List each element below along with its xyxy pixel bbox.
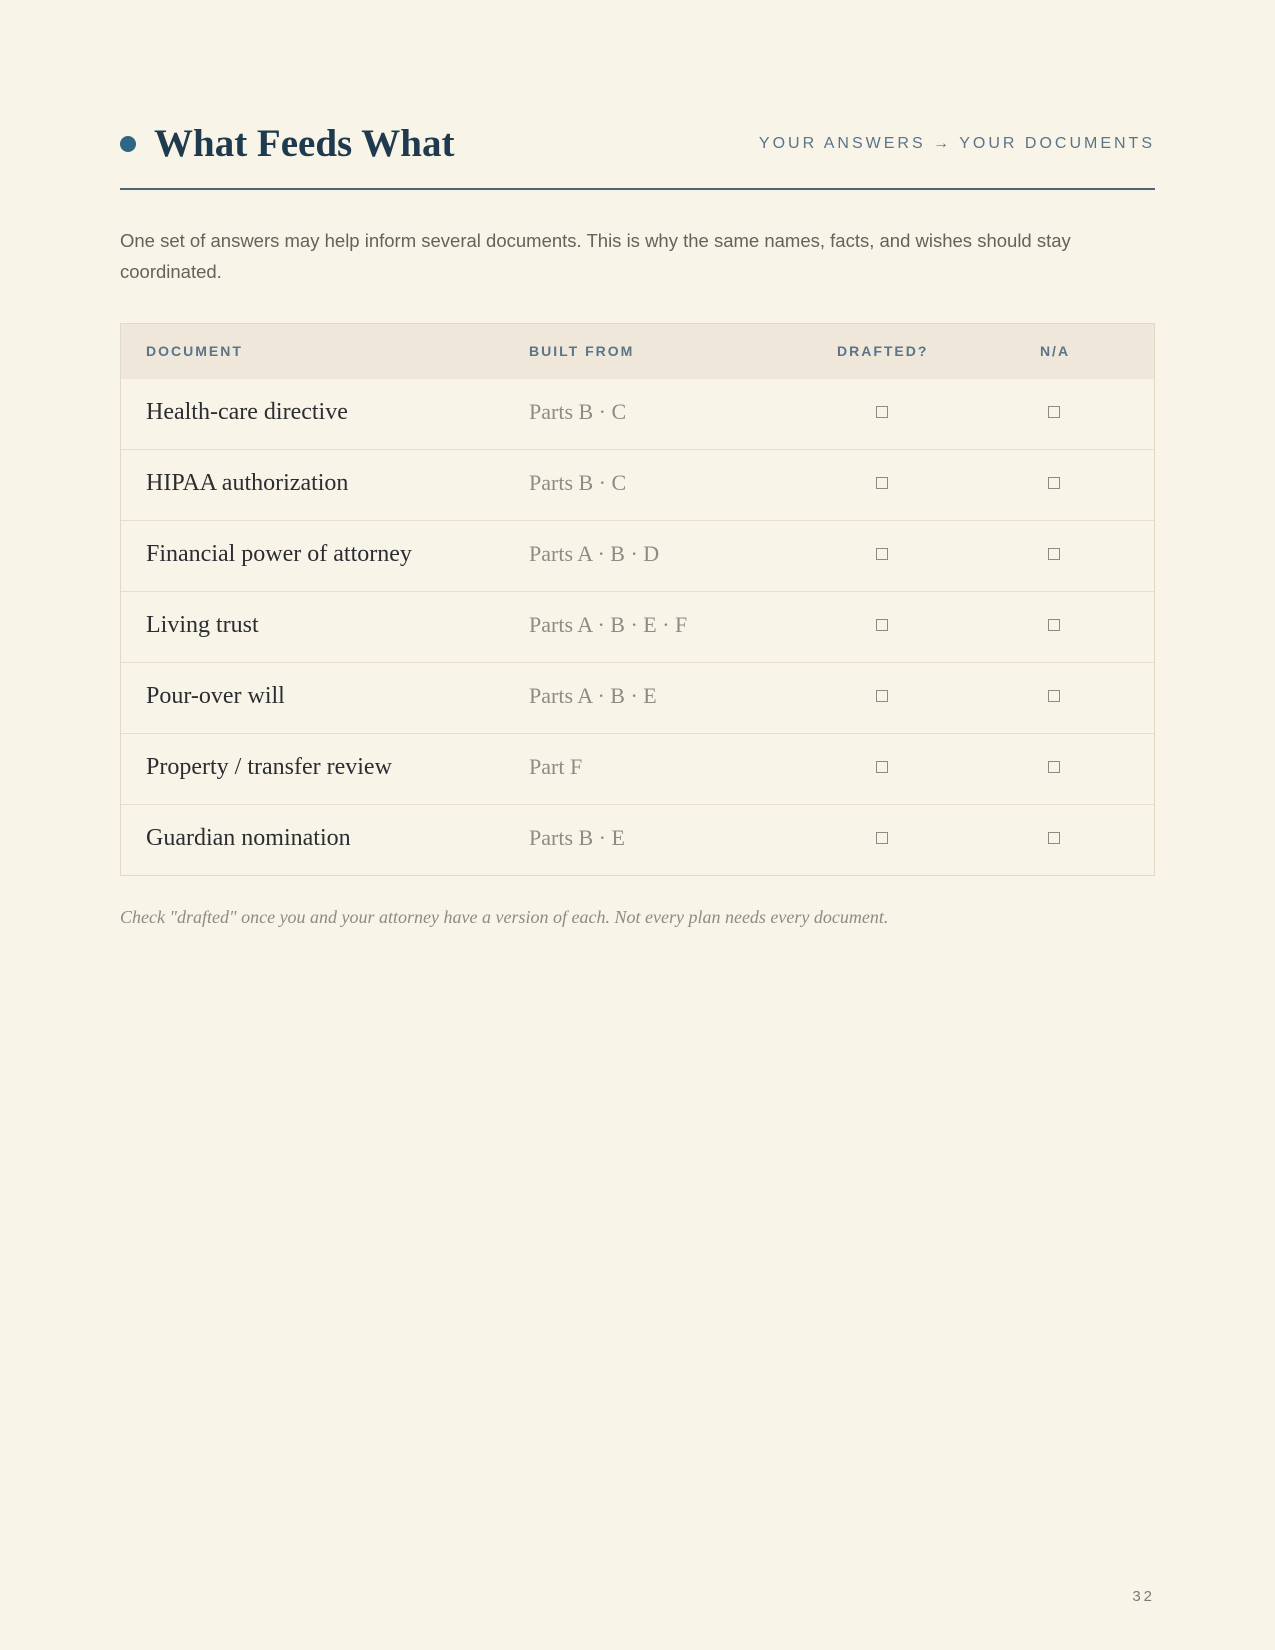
page-number: 32	[1132, 1588, 1155, 1605]
table-body	[121, 379, 1154, 875]
table-header	[121, 324, 1154, 379]
document-name: Property / transfer review	[146, 754, 392, 780]
drafted-checkbox[interactable]	[876, 548, 888, 560]
column-header-drafted: DRAFTED?	[837, 343, 929, 359]
page-header	[120, 116, 1155, 190]
built-from: Parts B · C	[529, 470, 627, 495]
built-from: Parts B · C	[529, 399, 627, 424]
built-from: Part F	[529, 754, 583, 779]
table-row	[121, 804, 1154, 875]
table-row	[121, 591, 1154, 662]
na-checkbox[interactable]	[1048, 832, 1060, 844]
na-checkbox[interactable]	[1048, 406, 1060, 418]
na-checkbox[interactable]	[1048, 761, 1060, 773]
bullet-dot-icon	[120, 136, 136, 152]
na-checkbox[interactable]	[1048, 477, 1060, 489]
drafted-checkbox[interactable]	[876, 619, 888, 631]
document-name: Pour-over will	[146, 683, 285, 709]
built-from: Parts A · B · E · F	[529, 612, 688, 637]
document-name: Financial power of attorney	[146, 541, 412, 567]
document-name: Health-care directive	[146, 399, 348, 425]
document-name: Guardian nomination	[146, 825, 351, 851]
table-row	[121, 520, 1154, 591]
drafted-checkbox[interactable]	[876, 477, 888, 489]
drafted-checkbox[interactable]	[876, 406, 888, 418]
drafted-checkbox[interactable]	[876, 832, 888, 844]
drafted-checkbox[interactable]	[876, 690, 888, 702]
document-name: Living trust	[146, 612, 259, 638]
table-row	[121, 662, 1154, 733]
column-header-built-from: BUILT FROM	[529, 343, 635, 359]
built-from: Parts B · E	[529, 825, 625, 850]
table-row	[121, 449, 1154, 520]
na-checkbox[interactable]	[1048, 619, 1060, 631]
documents-table	[120, 323, 1155, 876]
built-from: Parts A · B · D	[529, 541, 660, 566]
na-checkbox[interactable]	[1048, 548, 1060, 560]
drafted-checkbox[interactable]	[876, 761, 888, 773]
intro-text: One set of answers may help inform several documents. This is why the same names, facts, and wishes should stay coordinated.	[120, 230, 1071, 282]
page	[120, 0, 1155, 1650]
header-tag: YOUR ANSWERS → YOUR DOCUMENTS	[758, 135, 1155, 152]
table-row	[121, 379, 1154, 449]
page-title: What Feeds What	[154, 122, 455, 165]
built-from: Parts A · B · E	[529, 683, 657, 708]
na-checkbox[interactable]	[1048, 690, 1060, 702]
document-name: HIPAA authorization	[146, 470, 349, 496]
footnote: Check "drafted" once you and your attorney have a version of each. Not every plan needs every document.	[120, 907, 889, 927]
table-row	[121, 733, 1154, 804]
column-header-na: N/A	[1039, 343, 1071, 359]
column-header-document: DOCUMENT	[146, 343, 243, 359]
